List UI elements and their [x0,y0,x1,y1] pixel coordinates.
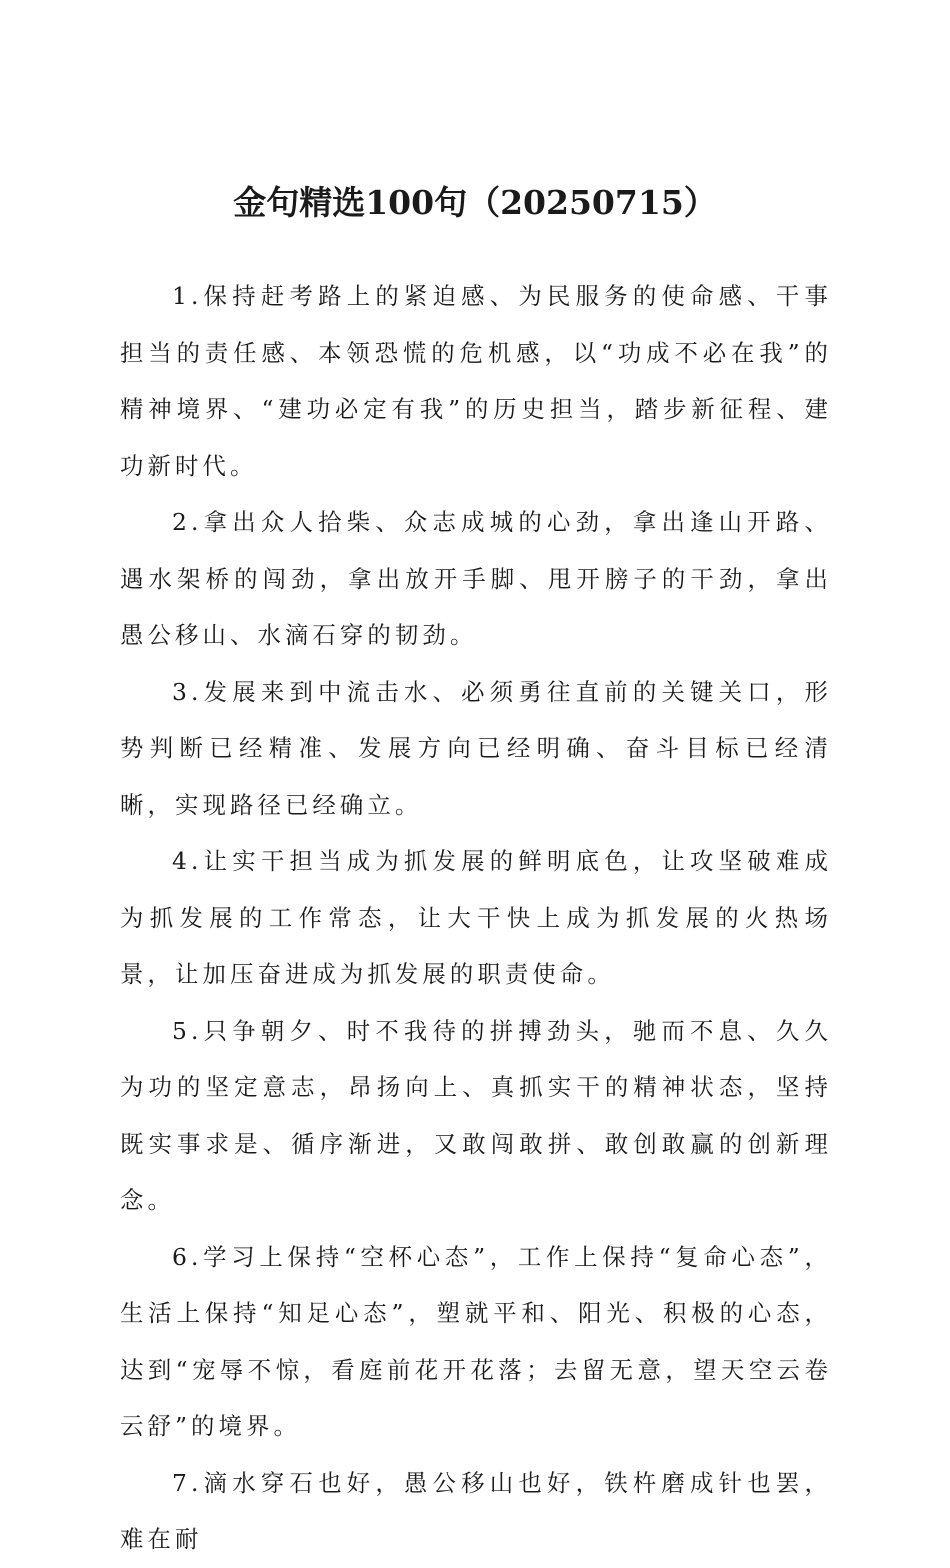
paragraph-3: 3.发展来到中流击水、必须勇往直前的关键关口，形势判断已经精准、发展方向已经明确、奋斗目标已经清晰，实现路径已经确立。 [120,677,832,819]
document-body [120,268,832,1568]
paragraph-7: 7.滴水穿石也好，愚公移山也好，铁杵磨成针也罢，难在耐 [120,1468,832,1553]
paragraph-1: 1.保持赶考路上的紧迫感、为民服务的使命感、干事担当的责任感、本领恐慌的危机感，以“功成不必在我”的精神境界、“建功必定有我”的历史担当，踏步新征程、建功新时代。 [120,282,832,480]
paragraph-2: 2.拿出众人拾柴、众志成城的心劲，拿出逢山开路、遇水架桥的闯劲，拿出放开手脚、甩开膀子的干劲，拿出愚公移山、水滴石穿的韧劲。 [120,508,832,649]
paragraph-4: 4.让实干担当成为抓发展的鲜明底色，让攻坚破难成为抓发展的工作常态，让大干快上成为抓发展的火热场景，让加压奋进成为抓发展的职责使命。 [120,847,832,988]
document-title: 金句精选100句（20250715） [233,183,717,222]
paragraph-6: 6.学习上保持“空杯心态”，工作上保持“复命心态”，生活上保持“知足心态”，塑就平和、阳光、积极的心态，达到“宠辱不惊，看庭前花开花落；去留无意，望天空云卷云舒”的境界。 [120,1242,832,1440]
paragraph-5: 5.只争朝夕、时不我待的拼搏劲头，驰而不息、久久为功的坚定意志，昂扬向上、真抓实干的精神状态，坚持既实事求是、循序渐进，又敢闯敢拼、敢创敢赢的创新理念。 [120,1016,832,1214]
